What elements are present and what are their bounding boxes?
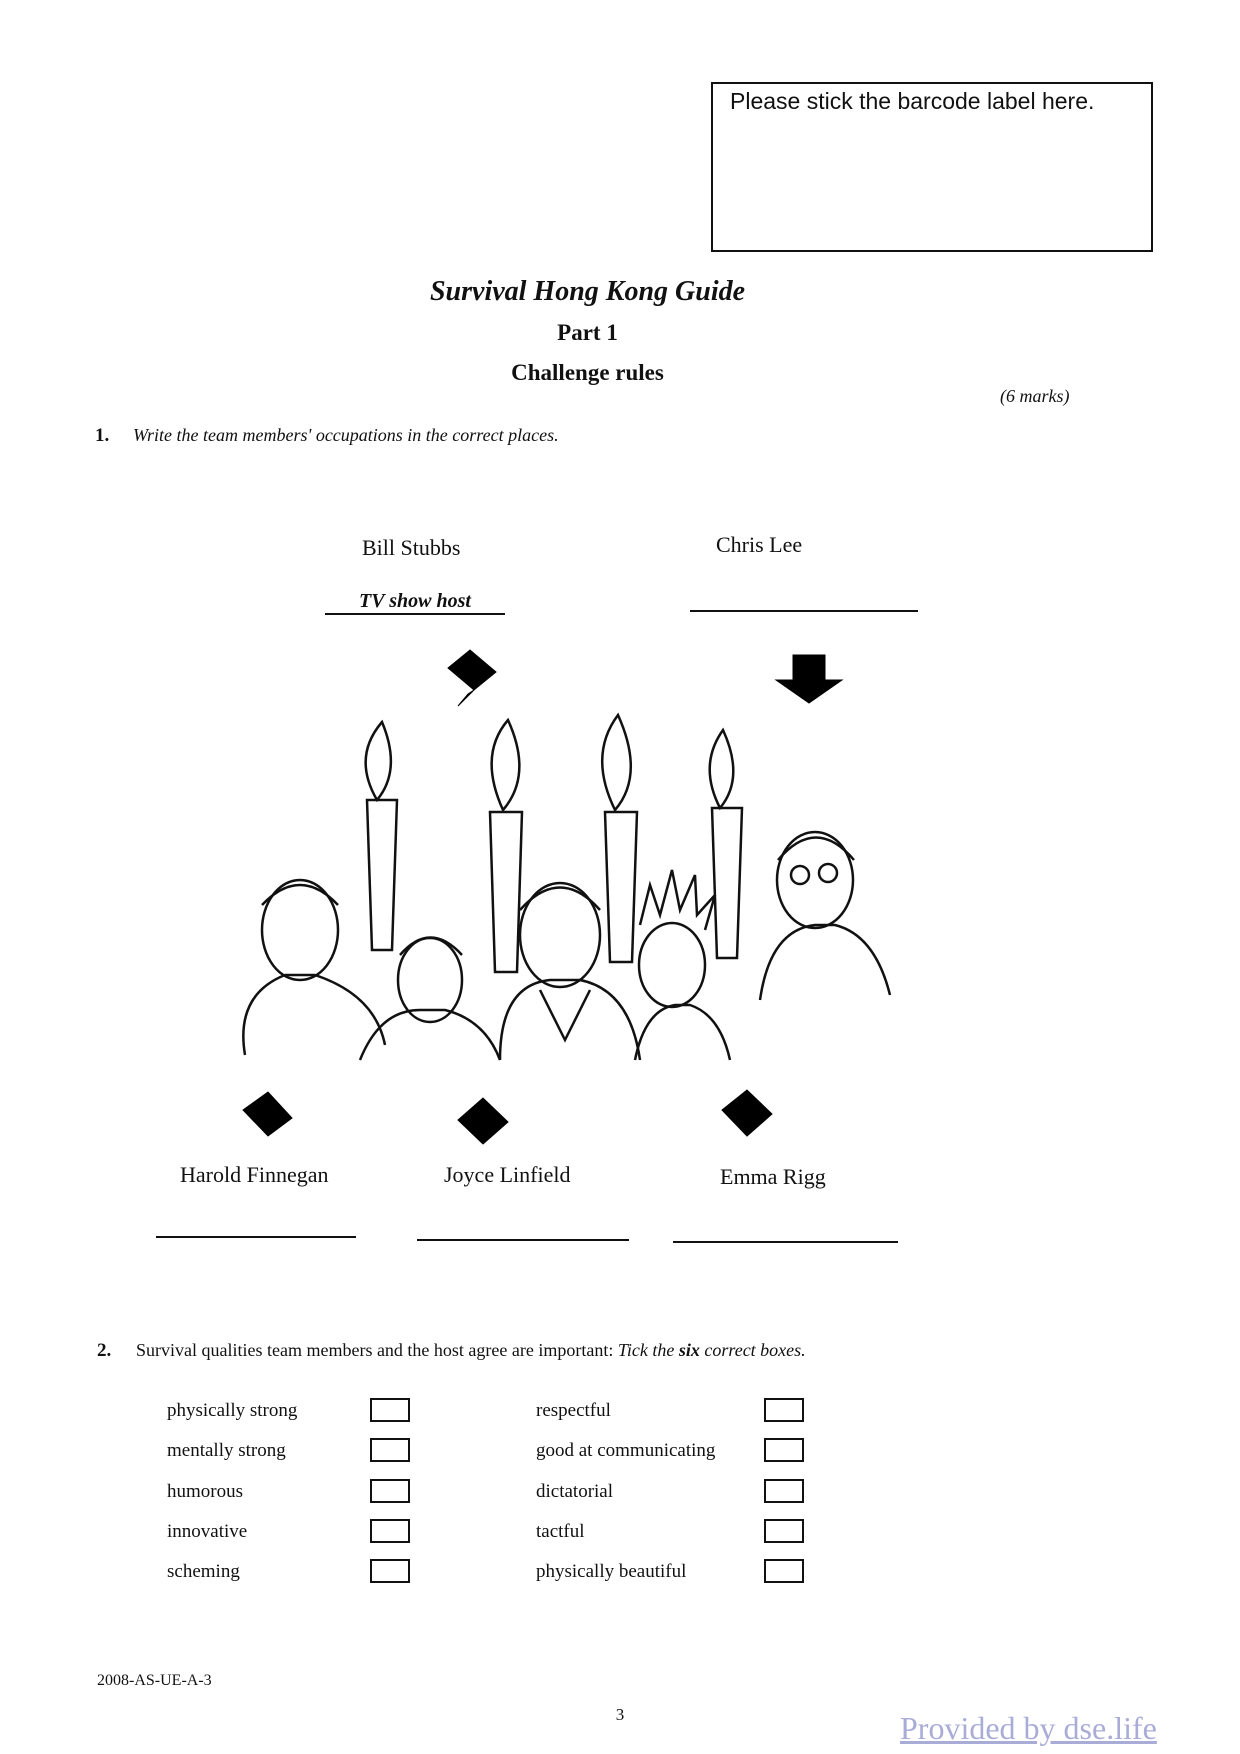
quality-label: scheming: [167, 1561, 240, 1582]
barcode-label-text: Please stick the barcode label here.: [730, 88, 1095, 114]
tickbox-innovative[interactable]: [370, 1519, 410, 1543]
tickbox-scheming[interactable]: [370, 1559, 410, 1583]
marks-label: (6 marks): [1000, 386, 1070, 406]
answer-bill-stubbs: TV show host: [359, 590, 471, 612]
answer-line-joyce-linfield[interactable]: [417, 1239, 629, 1241]
quality-label: physically beautiful: [536, 1561, 687, 1582]
page-title: Survival Hong Kong Guide: [429, 276, 746, 307]
team-members-drawing: [243, 832, 890, 1060]
arrow-bill-icon: [448, 650, 496, 690]
question-2-prompt: Survival qualities team members and the host agree are important:: [136, 1340, 614, 1360]
arrow-joyce-icon: [458, 1098, 508, 1144]
question-1-instruction: Write the team members' occupations in the correct places.: [133, 425, 559, 445]
quality-label: innovative: [167, 1521, 248, 1542]
arrow-emma-icon: [722, 1090, 772, 1136]
watermark-link[interactable]: Provided by dse.life: [900, 1710, 1157, 1746]
section-heading: Challenge rules: [511, 360, 664, 385]
instruction-pre: Tick the: [617, 1340, 679, 1360]
tickbox-mentally-strong[interactable]: [370, 1438, 410, 1462]
question-1-number: 1.: [95, 425, 110, 446]
paper-code: 2008-AS-UE-A-3: [97, 1672, 212, 1689]
quality-label: humorous: [167, 1481, 243, 1502]
tickbox-tactful[interactable]: [764, 1519, 804, 1543]
arrow-harold-icon: [243, 1092, 292, 1136]
member-name-emma-rigg: Emma Rigg: [720, 1164, 826, 1189]
tickbox-good-at-communicating[interactable]: [764, 1438, 804, 1462]
arrow-chris-icon: [776, 655, 842, 703]
question-2-instruction: [618, 1340, 806, 1360]
arrow-bill-tail-icon: [458, 690, 474, 706]
member-name-chris-lee: Chris Lee: [716, 532, 803, 557]
tickbox-respectful[interactable]: [764, 1398, 804, 1422]
quality-label: mentally strong: [167, 1440, 286, 1461]
instruction-post: correct boxes.: [699, 1340, 806, 1360]
quality-label: respectful: [536, 1400, 611, 1421]
part-heading: Part 1: [557, 320, 618, 345]
answer-line-harold-finnegan[interactable]: [156, 1236, 356, 1238]
tickbox-dictatorial[interactable]: [764, 1479, 804, 1503]
instruction-bold: six: [678, 1340, 700, 1360]
question-2-text: [136, 1340, 806, 1361]
member-name-joyce-linfield: Joyce Linfield: [444, 1162, 571, 1187]
member-name-bill-stubbs: Bill Stubbs: [362, 535, 461, 560]
question-2-number: 2.: [97, 1340, 112, 1361]
quality-label: physically strong: [167, 1400, 298, 1421]
tickbox-physically-strong[interactable]: [370, 1398, 410, 1422]
quality-label: tactful: [536, 1521, 585, 1542]
quality-label: dictatorial: [536, 1481, 614, 1502]
page-number: 3: [615, 1705, 625, 1724]
member-name-harold-finnegan: Harold Finnegan: [180, 1162, 329, 1187]
quality-label: good at communicating: [536, 1440, 716, 1461]
answer-line-emma-rigg[interactable]: [673, 1241, 898, 1243]
torches-drawing: [366, 715, 742, 972]
tickbox-physically-beautiful[interactable]: [764, 1559, 804, 1583]
tickbox-humorous[interactable]: [370, 1479, 410, 1503]
